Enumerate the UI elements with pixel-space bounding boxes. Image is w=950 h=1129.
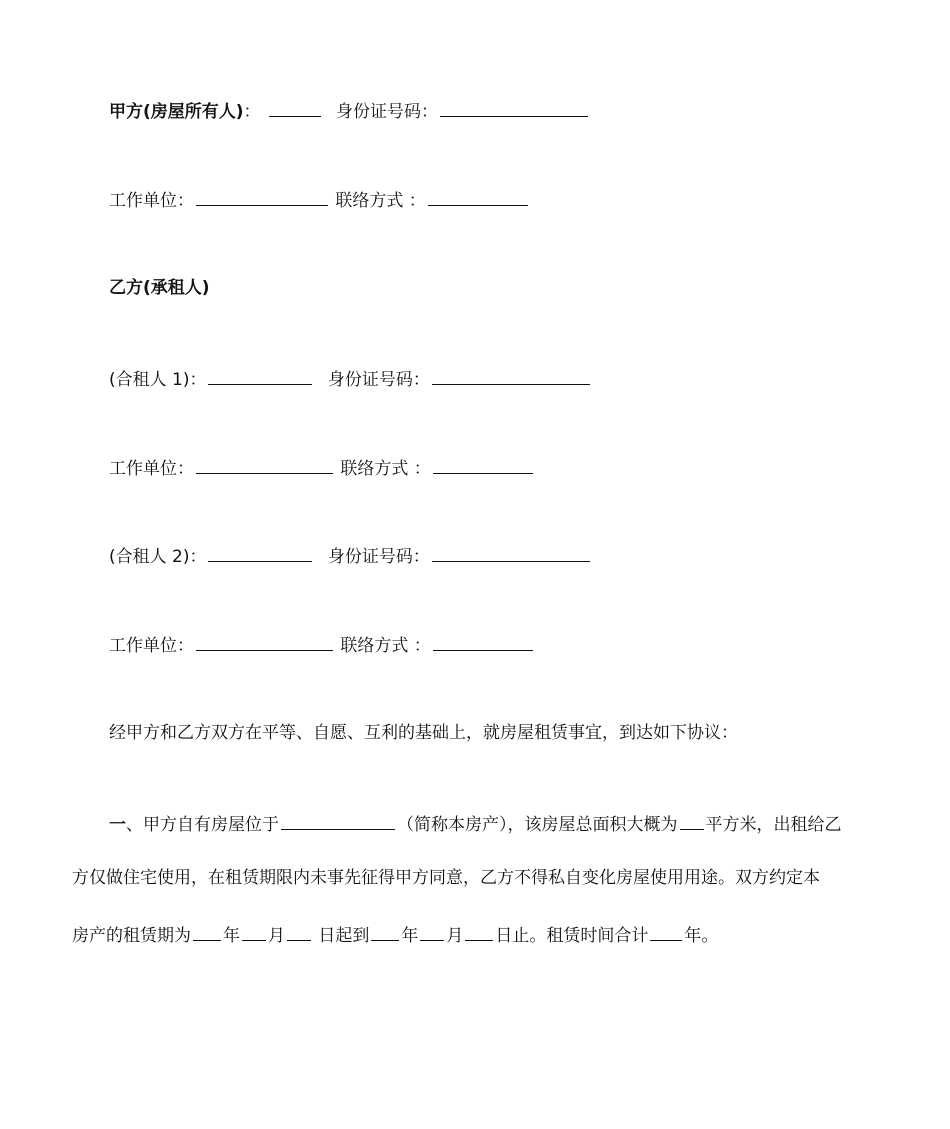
party-a-line	[109, 98, 590, 124]
tenant1-id-label: 身份证号码：	[327, 370, 430, 390]
tenant1-id-blank[interactable]	[432, 366, 590, 385]
tenant2-id-blank[interactable]	[432, 543, 590, 562]
tenant2-contact-label: 联络方式 ：	[340, 636, 431, 656]
party-a-id-blank[interactable]	[440, 98, 588, 117]
tenant1-contact-label: 联络方式 ：	[340, 459, 431, 479]
year-label: 年	[401, 926, 419, 946]
party-a-work-label: 工作单位：	[109, 191, 194, 211]
end-month-blank[interactable]	[420, 922, 444, 941]
tenant2-label: (合租人 2)：	[109, 547, 207, 567]
tenant2-name-blank[interactable]	[208, 543, 312, 562]
end-text: 年。	[684, 926, 719, 946]
party-a-id-label: 身份证号码：	[335, 102, 438, 122]
party-a-contact-blank[interactable]	[428, 187, 528, 206]
tenant1-line	[109, 366, 592, 392]
start-day-blank[interactable]	[287, 922, 311, 941]
end-day-blank[interactable]	[465, 922, 493, 941]
tenant1-work-blank[interactable]	[196, 455, 333, 474]
party-a-label: 甲方(房屋所有人)	[109, 102, 244, 122]
lease-period-label: 房产的租赁期为	[72, 926, 191, 946]
tenant2-work-line	[109, 632, 535, 658]
intro-paragraph: 经甲方和乙方双方在平等、自愿、互利的基础上，就房屋租赁事宜，到达如下协议：	[109, 723, 738, 743]
end-day-text: 日止。租赁时间合计	[495, 926, 649, 946]
tenant1-work-line	[109, 455, 535, 481]
clause1-number: 一	[109, 815, 126, 835]
clause1-line1	[109, 811, 842, 837]
clause1-text-a: 、甲方自有房屋位于	[126, 815, 279, 835]
tenant2-id-label: 身份证号码：	[327, 547, 430, 567]
tenant2-work-blank[interactable]	[196, 632, 333, 651]
month-label: 月	[268, 926, 285, 946]
tenant2-contact-blank[interactable]	[433, 632, 533, 651]
party-b-label: 乙方(承租人)	[109, 278, 210, 298]
area-blank[interactable]	[680, 811, 704, 830]
property-location-blank[interactable]	[281, 811, 395, 830]
start-month-blank[interactable]	[242, 922, 266, 941]
end-year-blank[interactable]	[371, 922, 399, 941]
tenant1-label: (合租人 1)：	[109, 370, 207, 390]
start-day-text: 日起到	[313, 926, 370, 946]
total-years-blank[interactable]	[650, 922, 682, 941]
colon: ：	[243, 102, 261, 122]
start-year-blank[interactable]	[193, 922, 221, 941]
party-a-contact-label: 联络方式 ：	[335, 191, 426, 211]
party-a-name-blank[interactable]	[269, 98, 321, 117]
tenant2-work-label: 工作单位：	[109, 636, 194, 656]
tenant1-contact-blank[interactable]	[433, 455, 533, 474]
clause1-text-c: 平方米，出租给乙	[705, 815, 842, 835]
month-label: 月	[446, 926, 464, 946]
party-a-work-blank[interactable]	[196, 187, 328, 206]
year-label: 年	[223, 926, 240, 946]
clause1-line3	[72, 922, 718, 948]
clause1-text-b: （简称本房产），该房屋总面积大概为	[397, 815, 678, 835]
tenant1-name-blank[interactable]	[208, 366, 312, 385]
tenant2-line	[109, 543, 592, 569]
party-a-work-line	[109, 187, 530, 213]
clause1-line2: 方仅做住宅使用，在租赁期限内未事先征得甲方同意，乙方不得私自变化房屋使用用途。双方约定本	[72, 868, 820, 888]
tenant1-work-label: 工作单位：	[109, 459, 194, 479]
